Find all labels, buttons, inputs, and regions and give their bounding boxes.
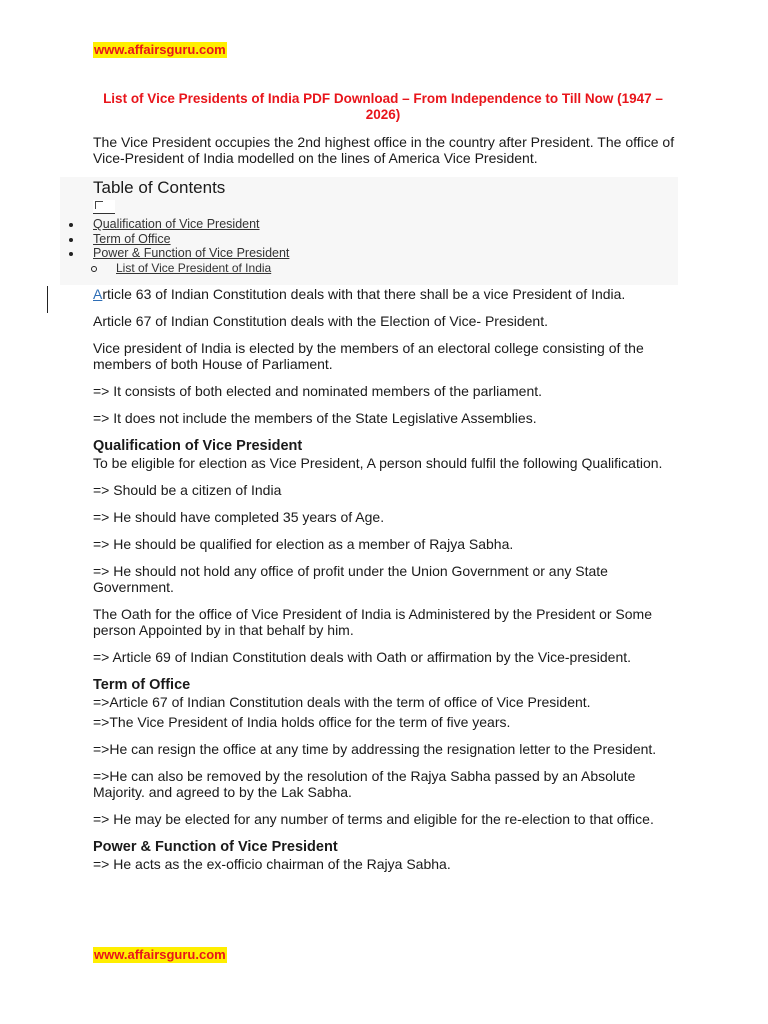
power-point: => He acts as the ex-officio chairman of the Rajya Sabha. [93,856,451,872]
site-link-bottom[interactable]: www.affairsguru.com [94,947,226,962]
toc-item-power[interactable] [60,246,289,261]
toc-item-term[interactable] [60,232,289,247]
toc-list [60,217,289,275]
term-point: =>He can also be removed by the resolution of the Rajya Sabha passed by an Absolute Majority. and agreed to by the Lak Sabha. [93,768,636,800]
site-link-top[interactable]: www.affairsguru.com [94,42,226,57]
article69-paragraph: => Article 69 of Indian Constitution deals with Oath or affirmation by the Vice-president. [93,649,632,665]
text-cursor [47,286,48,313]
article-body [93,286,683,883]
article67-paragraph: Article 67 of Indian Constitution deals with the Election of Vice- President. [93,313,548,329]
article63-rest: rticle 63 of Indian Constitution deals with that there shall be a vice President of India. [102,286,626,302]
election-paragraph: Vice president of India is elected by the members of an electoral college consisting of the members of both House of Parliament. [93,340,644,372]
term-point: =>He can resign the office at any time by addressing the resignation letter to the President. [93,741,657,757]
toc-toggle-button[interactable] [93,200,115,214]
consists-paragraph: => It consists of both elected and nominated members of the parliament. [93,383,543,399]
toc-link[interactable]: List of Vice President of India [116,260,272,275]
qualification-heading: Qualification of Vice President [93,438,303,454]
toc-link[interactable]: Term of Office [93,231,171,246]
term-point: => He may be elected for any number of terms and eligible for the re-election to that office. [93,811,654,827]
table-of-contents [60,177,678,285]
toc-item-qualification[interactable] [60,217,289,232]
term-point: =>Article 67 of Indian Constitution deals with the term of office of Vice President. [93,694,591,710]
oath-paragraph: The Oath for the office of Vice President of India is Administered by the President or Some person Appointed by in that behalf by him. [93,606,653,638]
intro-section [93,134,678,174]
toc-link[interactable]: Power & Function of Vice President [93,246,290,261]
power-heading: Power & Function of Vice President [93,839,338,855]
term-heading: Term of Office [93,677,191,693]
toc-link[interactable]: Qualification of Vice President [93,217,260,231]
qualification-point: => He should have completed 35 years of Age. [93,509,385,525]
qualification-point: => He should be qualified for election as a member of Rajya Sabha. [93,536,514,552]
article63-paragraph [93,286,683,302]
document-title: List of Vice Presidents of India PDF Download – From Independence to Till Now (1947 – 2026) [103,91,663,122]
term-point: =>The Vice President of India holds office for the term of five years. [93,714,511,730]
toc-subitem-list[interactable] [60,261,289,276]
toc-heading: Table of Contents [93,178,226,197]
toggle-icon [95,201,103,209]
intro-paragraph: The Vice President occupies the 2nd highest office in the country after President. The office of Vice-President of India modelled on the lines of America Vice President. [93,134,675,166]
qualification-point: => He should not hold any office of profit under the Union Government or any State Government. [93,563,608,595]
qualification-lead: To be eligible for election as Vice President, A person should fulfil the following Qualification. [93,455,663,471]
not-include-paragraph: => It does not include the members of the State Legislative Assemblies. [93,410,537,426]
first-letter-link[interactable]: A [93,286,103,302]
qualification-point: => Should be a citizen of India [93,482,282,498]
